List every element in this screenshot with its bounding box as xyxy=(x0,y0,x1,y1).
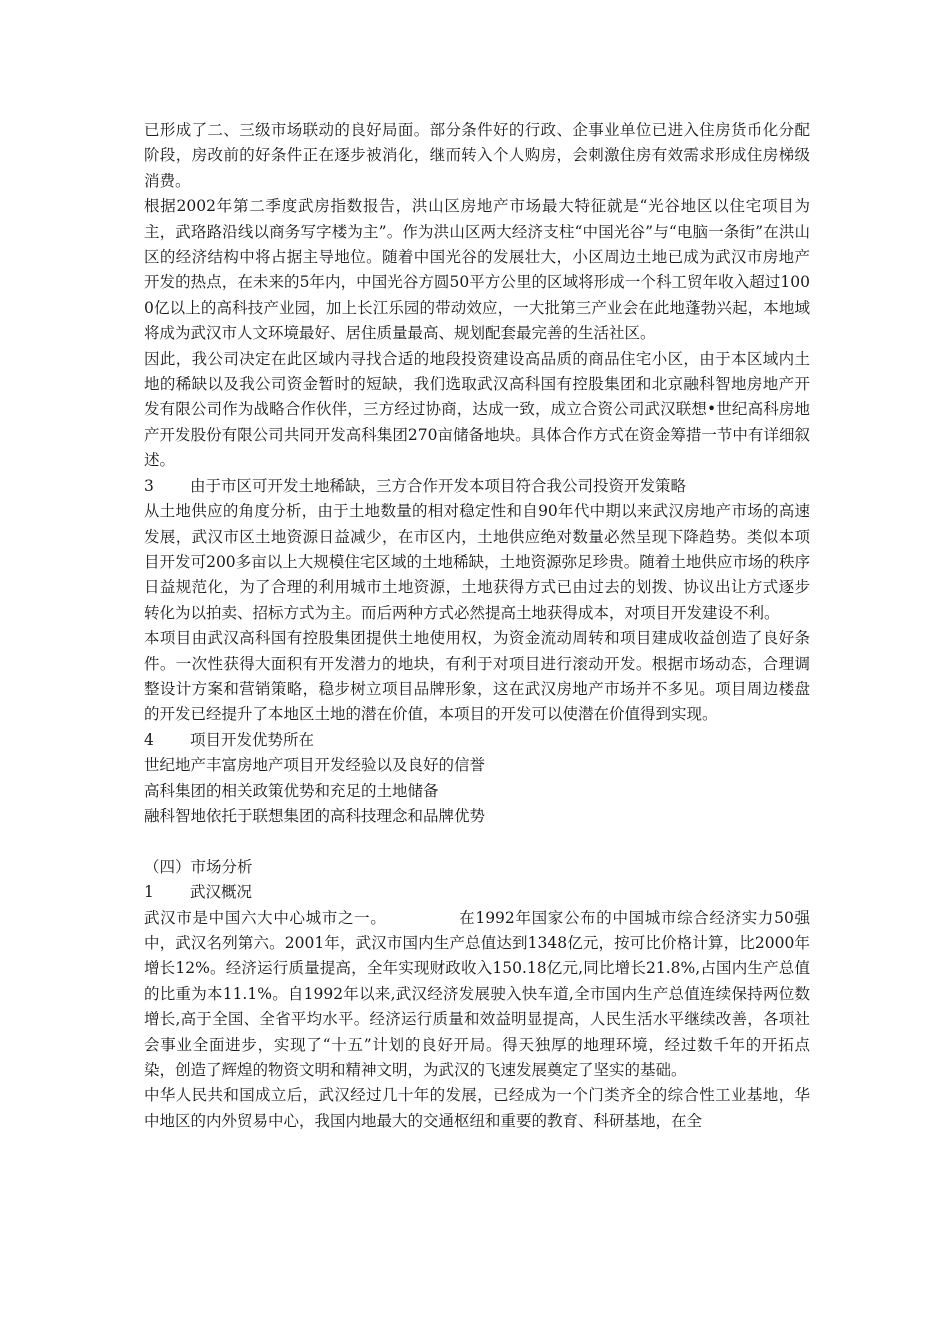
section-heading xyxy=(144,880,810,905)
section-number: 4 xyxy=(144,730,154,749)
section-heading xyxy=(144,474,810,499)
paragraph: 从土地供应的角度分析，由于土地数量的相对稳定性和自90年代中期以来武汉房地产市场的高速发展，武汉市区土地资源日益减少，在市区内，土地供应绝对数量必然呈现下降趋势。类似本项目开发可200多亩以上大规模住宅区域的土地稀缺，土地资源弥足珍贵。随着土地供应市场的秩序日益规范化，为了合理的利用城市土地资源，土地获得方式已由过去的划拨、协议出让方式逐步转化为以拍卖、招标方式为主。而后两种方式必然提高土地获得成本，对项目开发建设不利。 xyxy=(144,502,810,622)
section-heading xyxy=(144,728,810,753)
paragraph-text: 在1992年国家公布的中国城市综合经济实力50强中，武汉名列第六。2001年，武汉市国内生产总值达到1348亿元，按可比价格计算，比2000年增长12%。经济运行质量提高，全年实现财政收入150.18亿元,同比增长21.8%,占国内生产总值的比重为本11.1%。自1992年以来,武汉经济发展驶入快车道,全市国内生产总值连续保持两位数增长,高于全国、全省平均水平。经济运行质量和效益明显提高，人民生活水平继续改善，各项社会事业全面进步，实现了“十五”计划的良好开局。得天独厚的地理环境，经过数千年的开拓点染，创造了辉煌的物资文明和精神文明，为武汉的飞速发展奠定了坚实的基础。 xyxy=(144,908,810,1080)
document-page xyxy=(144,118,810,1134)
section-title: 项目开发优势所在 xyxy=(190,730,315,749)
paragraph: 融科智地依托于联想集团的高科技理念和品牌优势 xyxy=(144,806,486,825)
paragraph: 因此，我公司决定在此区域内寻找合适的地段投资建设高品质的商品住宅小区，由于本区域内土地的稀缺以及我公司资金暂时的短缺，我们选取武汉高科国有控股集团和北京融科智地房地产开发有限公司作为战略合作伙伴，三方经过协商，达成一致，成立合资公司武汉联想•世纪高科房地产开发股份有限公司共同开发高科集团270亩储备地块。具体合作方式在资金筹措一节中有详细叙述。 xyxy=(144,349,810,470)
section-title: 由于市区可开发土地稀缺，三方合作开发本项目符合我公司投资开发策略 xyxy=(190,476,687,495)
paragraph: 中华人民共和国成立后，武汉经过几十年的发展，已经成为一个门类齐全的综合性工业基地，华中地区的内外贸易中心，我国内地最大的交通枢纽和重要的教育、科研基地，在全 xyxy=(144,1086,810,1130)
paragraph: 高科集团的相关政策优势和充足的土地储备 xyxy=(144,781,439,800)
paragraph: 世纪地产丰富房地产项目开发经验以及良好的信誉 xyxy=(144,756,486,775)
section-number: 1 xyxy=(144,883,154,902)
paragraph: 根据2002年第二季度武房指数报告，洪山区房地产市场最大特征就是“光谷地区以住宅项目为主，武珞路沿线以商务写字楼为主”。作为洪山区两大经济支柱“中国光谷”与“电脑一条街”在洪山区的经济结构中将占据主导地位。随着中国光谷的发展壮大，小区周边土地已成为武汉市房地产开发的热点，在未来的5年内，中国光谷方圆50平方公里的区域将形成一个科工贸年收入超过1000亿以上的高科技产业园，加上长江乐园的带动效应，一大批第三产业会在此地蓬勃兴起，本地域将成为武汉市人文环境最好、居住质量最高、规划配套最完善的生活社区。 xyxy=(144,197,810,343)
blank-line xyxy=(144,829,810,854)
section-title: 武汉概况 xyxy=(190,883,253,902)
paragraph xyxy=(144,906,810,1084)
section-number: 3 xyxy=(144,476,154,495)
paragraph-lead: 武汉市是中国六大中心城市之一。 xyxy=(144,908,387,927)
paragraph: 已形成了二、三级市场联动的良好局面。部分条件好的行政、企事业单位已进入住房货币化分配阶段，房改前的好条件正在逐步被消化，继而转入个人购房，会刺激住房有效需求形成住房梯级消费。 xyxy=(144,121,810,190)
paragraph: （四）市场分析 xyxy=(144,857,253,876)
paragraph: 本项目由武汉高科国有控股集团提供土地使用权，为资金流动周转和项目建成收益创造了良好条件。一次性获得大面积有开发潜力的地块，有利于对项目进行滚动开发。根据市场动态，合理调整设计方案和营销策略，稳步树立项目品牌形象，这在武汉房地产市场并不多见。项目周边楼盘的开发已经提升了本地区土地的潜在价值，本项目的开发可以使潜在价值得到实现。 xyxy=(144,629,810,724)
